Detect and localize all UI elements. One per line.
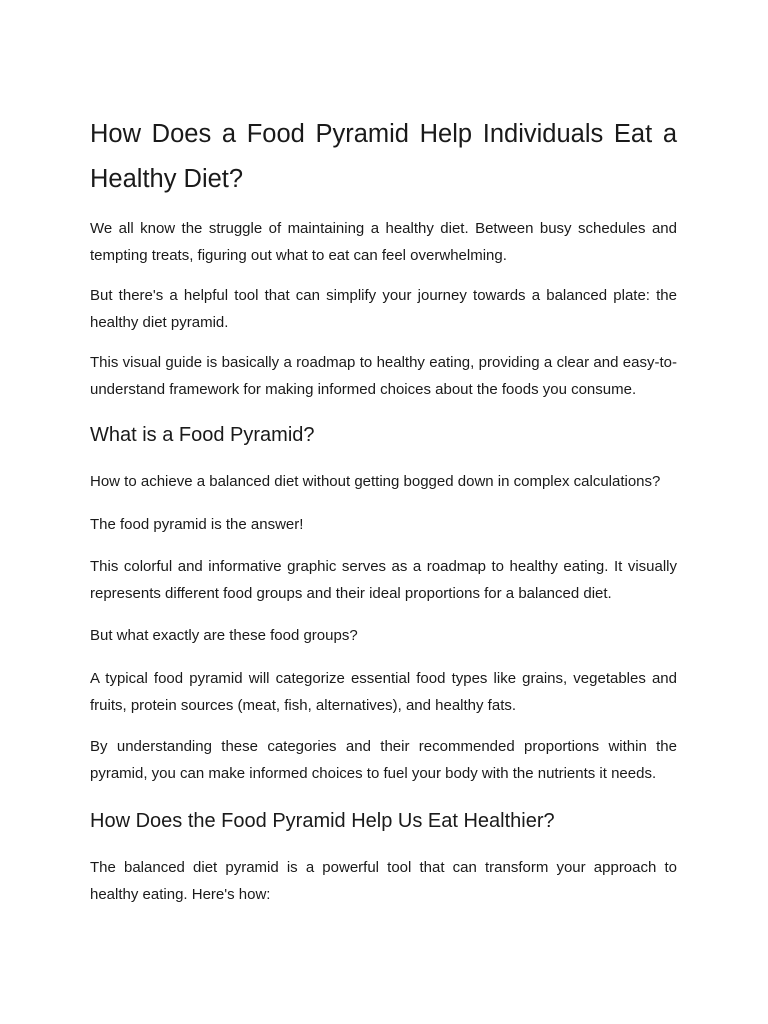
section-1-paragraph-1: How to achieve a balanced diet without getting bogged down in complex calculations?	[90, 473, 661, 490]
intro-paragraph-2: But there's a helpful tool that can simplify your journey towards a balanced plate: the healthy diet pyramid.	[90, 287, 677, 331]
section-1-paragraph-4: But what exactly are these food groups?	[90, 627, 358, 644]
intro-paragraph-3: This visual guide is basically a roadmap to healthy eating, providing a clear and easy-to-understand framework for making informed choices about the foods you consume.	[90, 354, 677, 398]
section-heading-what-is-food-pyramid: What is a Food Pyramid?	[90, 424, 315, 446]
section-1-paragraph-6: By understanding these categories and their recommended proportions within the pyramid, you can make informed choices to fuel your body with the nutrients it needs.	[90, 738, 677, 782]
section-1-paragraph-5: A typical food pyramid will categorize essential food types like grains, vegetables and fruits, protein sources (meat, fish, alternatives), and healthy fats.	[90, 670, 677, 714]
section-1-paragraph-2: The food pyramid is the answer!	[90, 516, 304, 533]
section-heading-how-food-pyramid-helps: How Does the Food Pyramid Help Us Eat Healthier?	[90, 810, 555, 832]
section-1-paragraph-3: This colorful and informative graphic serves as a roadmap to healthy eating. It visually represents different food groups and their ideal proportions for a balanced diet.	[90, 558, 677, 602]
section-2-paragraph-1: The balanced diet pyramid is a powerful tool that can transform your approach to healthy eating. Here's how:	[90, 859, 677, 903]
intro-paragraph-1: We all know the struggle of maintaining a healthy diet. Between busy schedules and tempting treats, figuring out what to eat can feel overwhelming.	[90, 220, 677, 264]
document-title: How Does a Food Pyramid Help Individuals Eat a Healthy Diet?	[90, 120, 677, 193]
